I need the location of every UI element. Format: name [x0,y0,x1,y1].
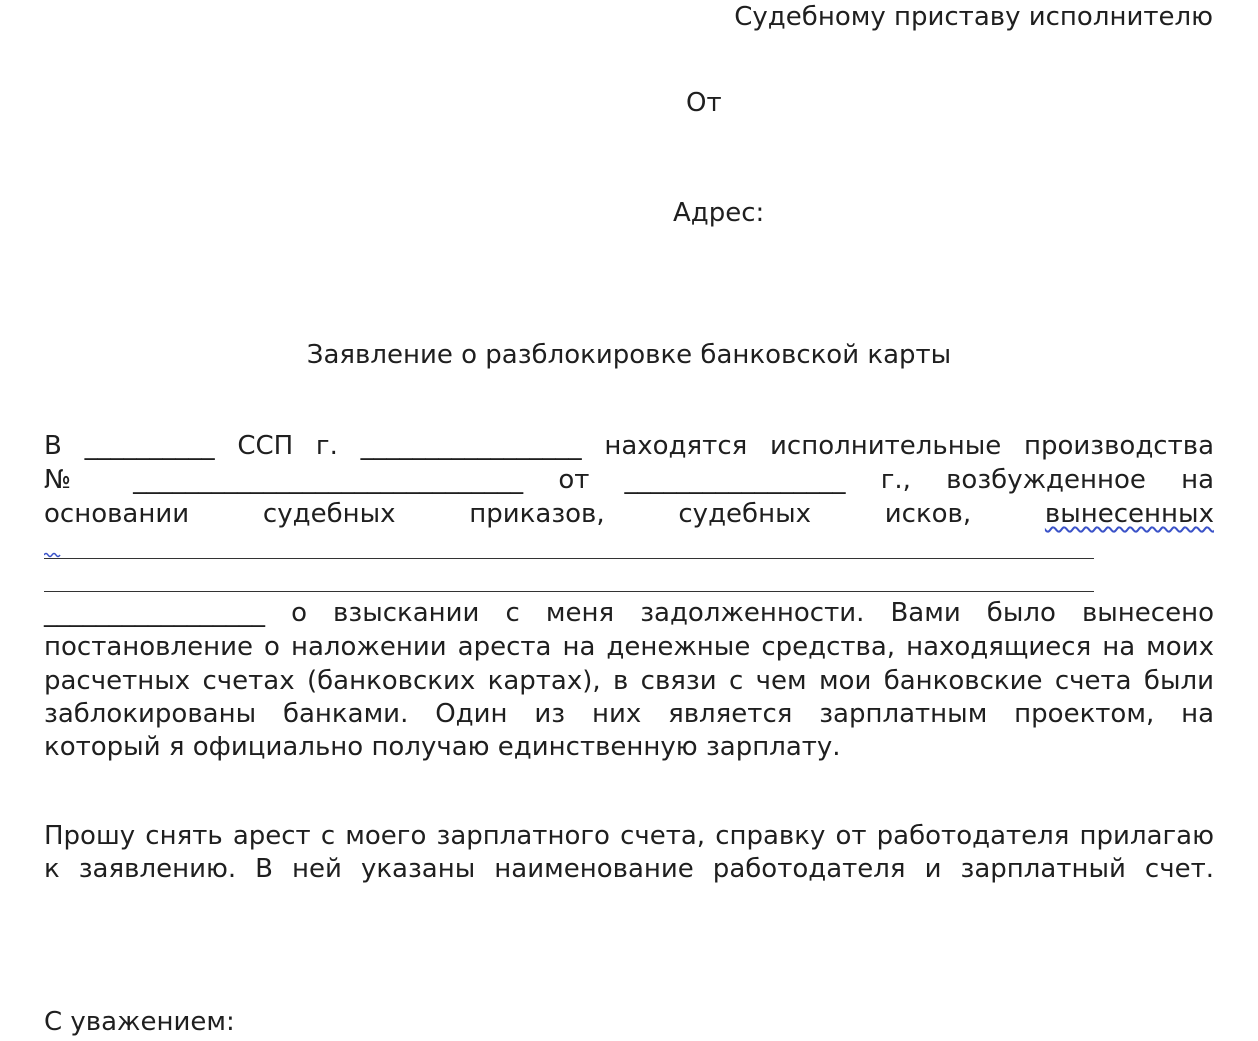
blank-fill-line-2 [44,591,1094,592]
word: основании [44,499,190,529]
document-title: Заявление о разблокировке банковской карты [306,340,952,370]
blank-fill-line-1 [44,558,1094,559]
recipient-line: Судебному приставу исполнителю [734,2,1213,32]
spellcheck-word: вынесенных [1044,499,1214,529]
closing-line: С уважением: [44,1007,235,1037]
paragraph1-line8: расчетных счетах (банковских картах), в связи с чем мои банковские счета были [44,666,1214,696]
word: судебных [678,499,811,529]
paragraph1-line10: который я официально получаю единственную зарплату. [44,732,841,762]
paragraph1-line7: постановление о наложении ареста на денежные средства, находящиеся на моих [44,632,1214,662]
from-label: От [686,88,722,118]
paragraph1-line3 [44,497,1214,531]
word: судебных [262,499,396,529]
paragraph1-line9: заблокированы банками. Один из них является зарплатным проектом, на [44,699,1214,729]
paragraph1-line6: _________________ о взыскании с меня задолженности. Вами было вынесено [44,598,1214,628]
address-label: Адрес: [673,198,765,228]
paragraph1-line2: № ______________________________ от _________________ г., возбужденное на [44,465,1214,495]
word: исков, [884,499,972,529]
word: приказов, [469,499,605,529]
paragraph1-line1: В __________ ССП г. _________________ находятся исполнительные производства [44,431,1214,461]
paragraph2-line1: Прошу снять арест с моего зарплатного счета, справку от работодателя прилагаю [44,821,1214,851]
paragraph2-line2: к заявлению. В ней указаны наименование работодателя и зарплатный счет. [44,854,1214,884]
